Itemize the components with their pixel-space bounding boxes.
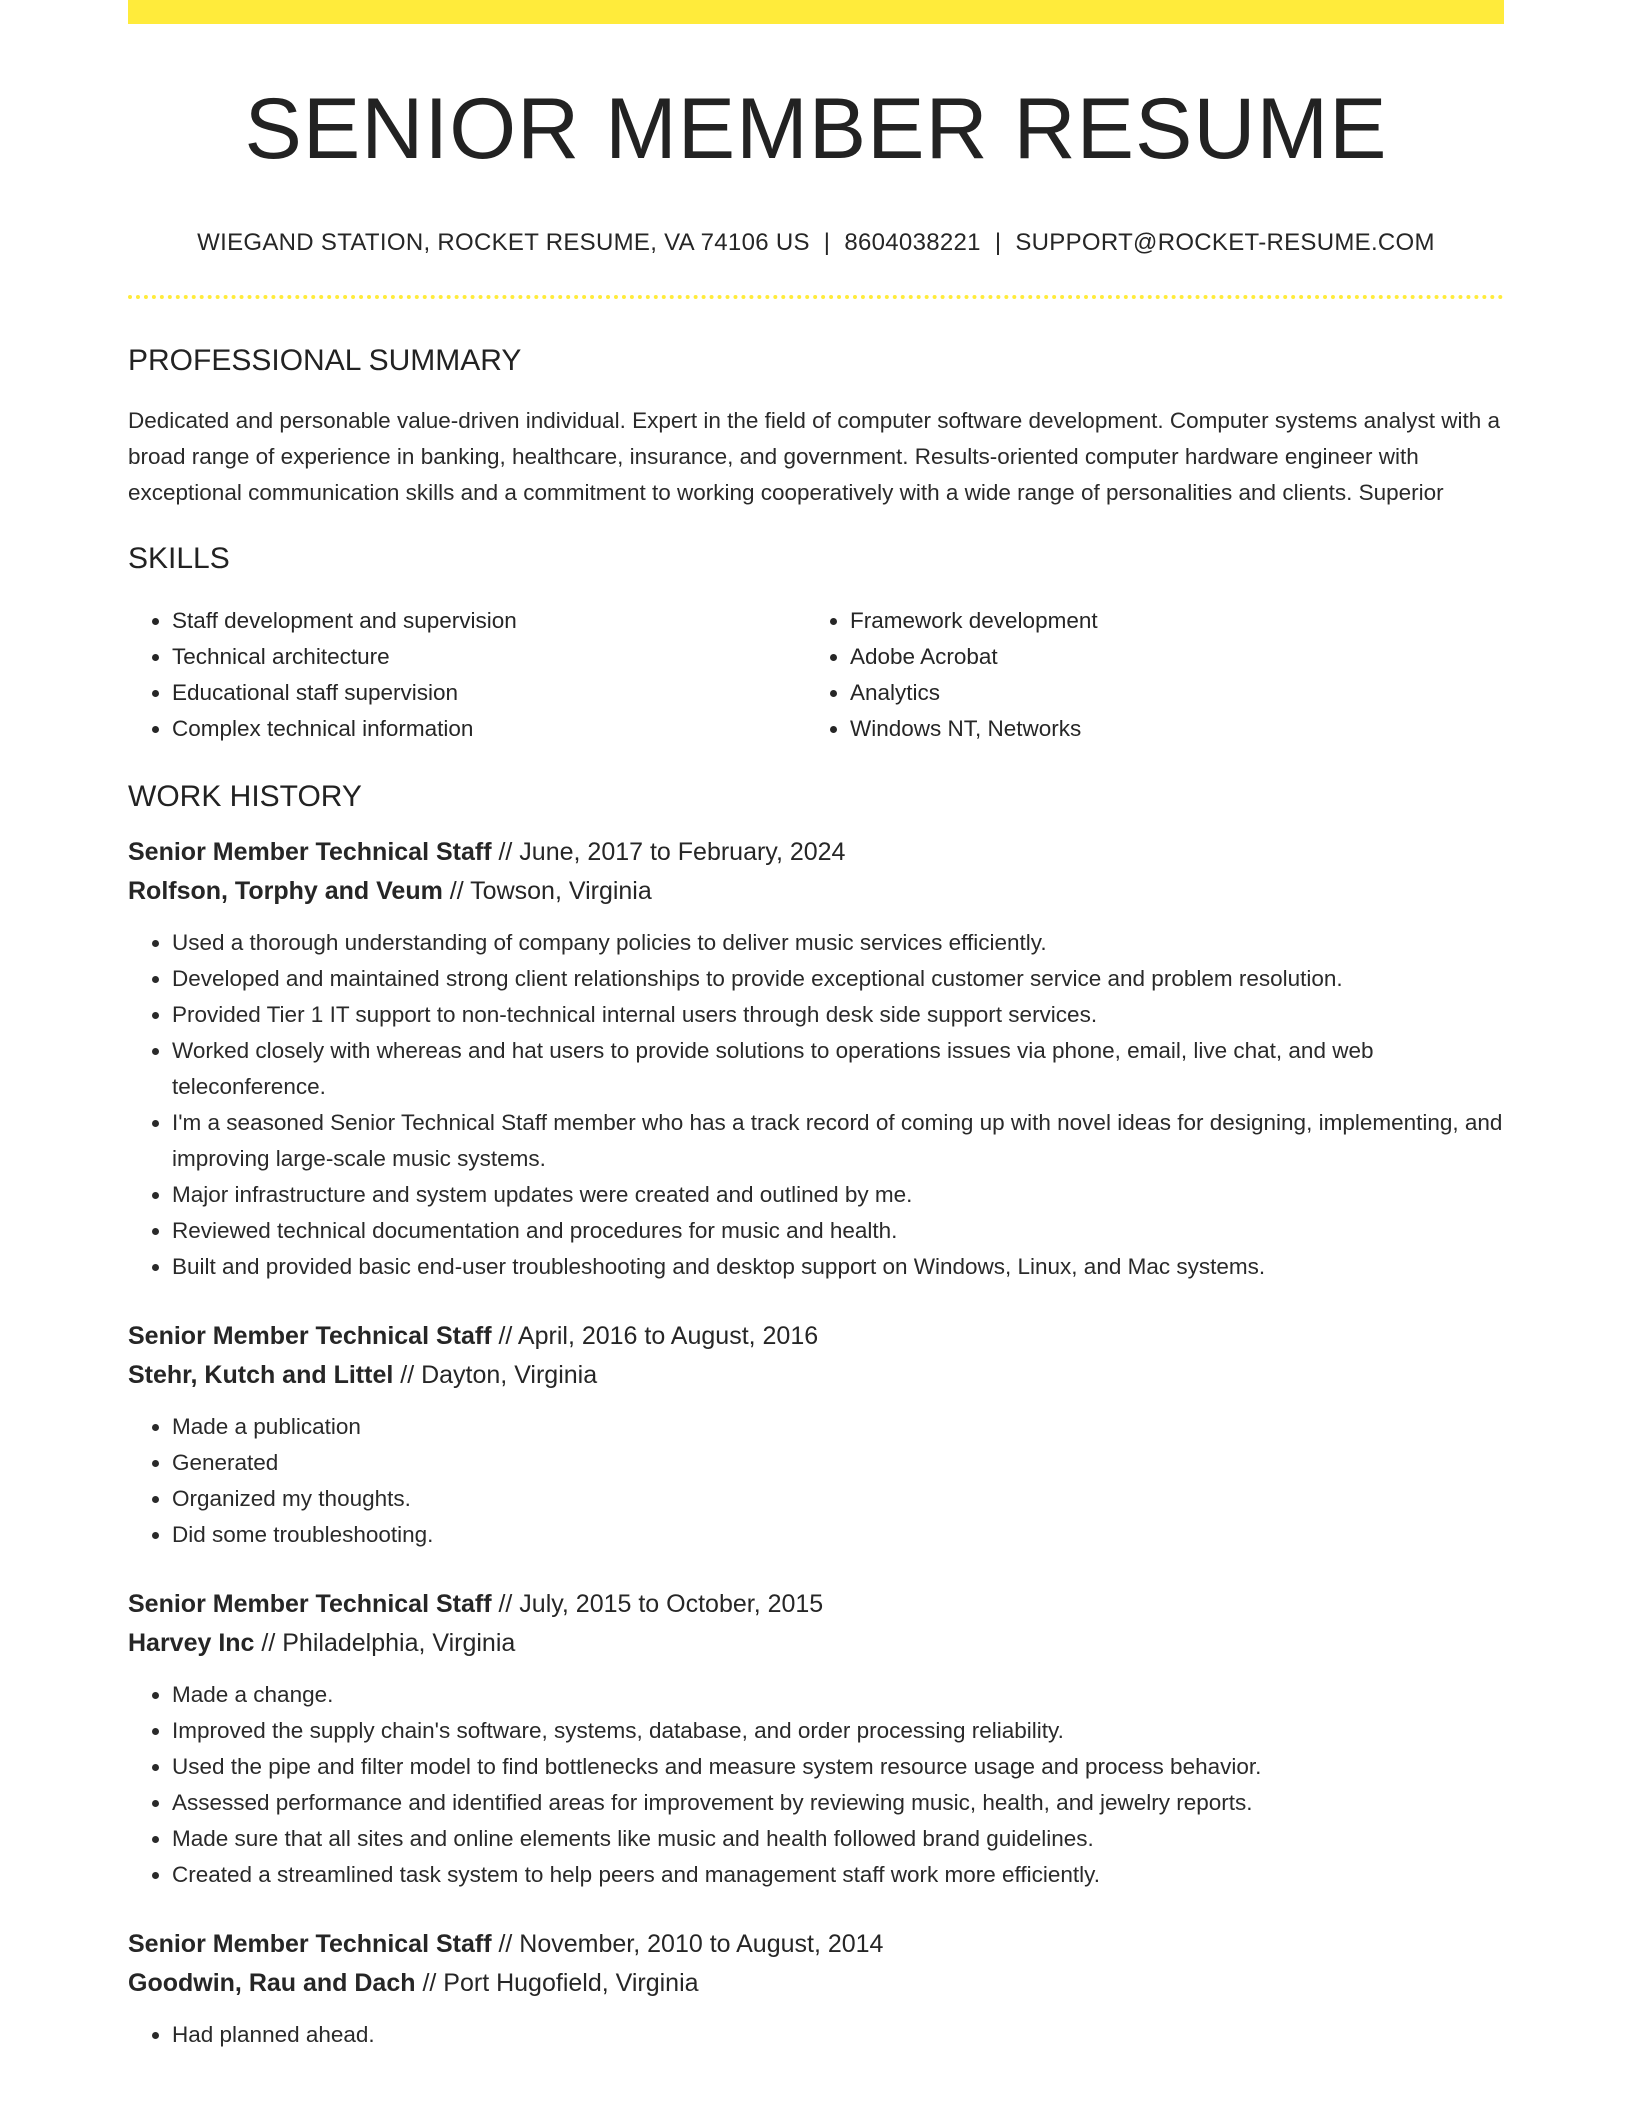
- skill-item: • Educational staff supervision: [172, 675, 806, 711]
- job-entry: [128, 1925, 1504, 2053]
- job-dates: // July, 2015 to October, 2015: [498, 1590, 824, 1619]
- contact-email: SUPPORT@ROCKET-RESUME.COM: [1015, 228, 1435, 256]
- job-bullet: • I'm a seasoned Senior Technical Staff member who has a track record of coming up with novel ideas for designing, implementing, and improving large-scale music systems.: [172, 1105, 1504, 1177]
- skills-list: [128, 603, 1504, 747]
- job-bullets: [128, 1409, 1504, 1553]
- job-location: // Dayton, Virginia: [400, 1361, 598, 1390]
- job-bullet: • Provided Tier 1 IT support to non-technical internal users through desk side support services.: [172, 997, 1504, 1033]
- job-dates: // April, 2016 to August, 2016: [498, 1322, 819, 1351]
- contact-separator: |: [994, 228, 1002, 256]
- job-company: Goodwin, Rau and Dach: [128, 1969, 416, 1998]
- job-bullet: • Made a change.: [172, 1677, 1504, 1713]
- skills-column-left: [128, 603, 806, 747]
- job-title: Senior Member Technical Staff: [128, 838, 492, 867]
- contact-separator: |: [823, 228, 831, 256]
- job-bullet: • Major infrastructure and system updates were created and outlined by me.: [172, 1177, 1504, 1213]
- job-company: Stehr, Kutch and Littel: [128, 1361, 394, 1390]
- job-company: Harvey Inc: [128, 1629, 255, 1658]
- resume-page: [128, 0, 1504, 2053]
- contact-address: WIEGAND STATION, ROCKET RESUME, VA 74106 US: [197, 228, 810, 256]
- skill-item: • Analytics: [850, 675, 1484, 711]
- job-title: Senior Member Technical Staff: [128, 1590, 492, 1619]
- job-bullets: [128, 2017, 1504, 2053]
- contact-info: [128, 229, 1504, 258]
- resume-name: SENIOR MEMBER RESUME: [244, 81, 1388, 177]
- job-bullets: [128, 1677, 1504, 1893]
- job-bullet: • Improved the supply chain's software, systems, database, and order processing reliability.: [172, 1713, 1504, 1749]
- job-entry: [128, 1317, 1504, 1553]
- dotted-divider: [128, 295, 1504, 299]
- summary-text: Dedicated and personable value-driven individual. Expert in the field of computer software development. Computer systems analyst with a broad range of experience in banking, healthcare, insurance, and government. Results-oriented computer hardware engineer with exceptional communication skills and a commitment to working cooperatively with a wide range of personalities and clients. Superior: [128, 408, 1500, 506]
- job-title: Senior Member Technical Staff: [128, 1930, 492, 1959]
- job-bullet: • Made sure that all sites and online elements like music and health followed brand guidelines.: [172, 1821, 1504, 1857]
- job-dates: // November, 2010 to August, 2014: [498, 1930, 884, 1959]
- job-location: // Towson, Virginia: [449, 877, 652, 906]
- job-bullets: [128, 925, 1504, 1285]
- accent-top-bar: [128, 0, 1504, 24]
- job-bullet: • Developed and maintained strong client relationships to provide exceptional customer service and problem resolution.: [172, 961, 1504, 997]
- job-entry: [128, 833, 1504, 1285]
- job-location: // Port Hugofield, Virginia: [422, 1969, 699, 1998]
- contact-phone: 8604038221: [844, 228, 981, 256]
- job-bullet: • Had planned ahead.: [172, 2017, 1504, 2053]
- job-title: Senior Member Technical Staff: [128, 1322, 492, 1351]
- work-history-heading: WORK HISTORY: [128, 780, 362, 814]
- skills-heading: SKILLS: [128, 542, 230, 576]
- job-bullet: • Reviewed technical documentation and procedures for music and health.: [172, 1213, 1504, 1249]
- skill-item: • Technical architecture: [172, 639, 806, 675]
- skill-item: • Complex technical information: [172, 711, 806, 747]
- job-title-line: [128, 1925, 1504, 1964]
- skill-item: • Staff development and supervision: [172, 603, 806, 639]
- job-bullet: • Assessed performance and identified areas for improvement by reviewing music, health, and jewelry reports.: [172, 1785, 1504, 1821]
- job-title-line: [128, 1585, 1504, 1624]
- summary-heading: PROFESSIONAL SUMMARY: [128, 344, 522, 378]
- job-company: Rolfson, Torphy and Veum: [128, 877, 443, 906]
- job-bullet: • Made a publication: [172, 1409, 1504, 1445]
- job-title-line: [128, 833, 1504, 872]
- job-dates: // June, 2017 to February, 2024: [498, 838, 846, 867]
- skill-item: • Adobe Acrobat: [850, 639, 1484, 675]
- job-bullet: • Generated: [172, 1445, 1504, 1481]
- job-bullet: • Created a streamlined task system to help peers and management staff work more efficiently.: [172, 1857, 1504, 1893]
- job-company-line: [128, 1624, 1504, 1663]
- job-company-line: [128, 872, 1504, 911]
- job-bullet: • Built and provided basic end-user troubleshooting and desktop support on Windows, Linux, and Mac systems.: [172, 1249, 1504, 1285]
- skill-item: • Framework development: [850, 603, 1484, 639]
- skill-item: • Windows NT, Networks: [850, 711, 1484, 747]
- skills-column-right: [806, 603, 1484, 747]
- job-entry: [128, 1585, 1504, 1893]
- job-bullet: • Worked closely with whereas and hat users to provide solutions to operations issues via phone, email, live chat, and web teleconference.: [172, 1033, 1504, 1105]
- job-location: // Philadelphia, Virginia: [261, 1629, 516, 1658]
- job-company-line: [128, 1964, 1504, 2003]
- job-company-line: [128, 1356, 1504, 1395]
- job-bullet: • Used the pipe and filter model to find bottlenecks and measure system resource usage and process behavior.: [172, 1749, 1504, 1785]
- job-bullet: • Organized my thoughts.: [172, 1481, 1504, 1517]
- job-bullet: • Did some troubleshooting.: [172, 1517, 1504, 1553]
- job-bullet: • Used a thorough understanding of company policies to deliver music services efficiently.: [172, 925, 1504, 961]
- job-title-line: [128, 1317, 1504, 1356]
